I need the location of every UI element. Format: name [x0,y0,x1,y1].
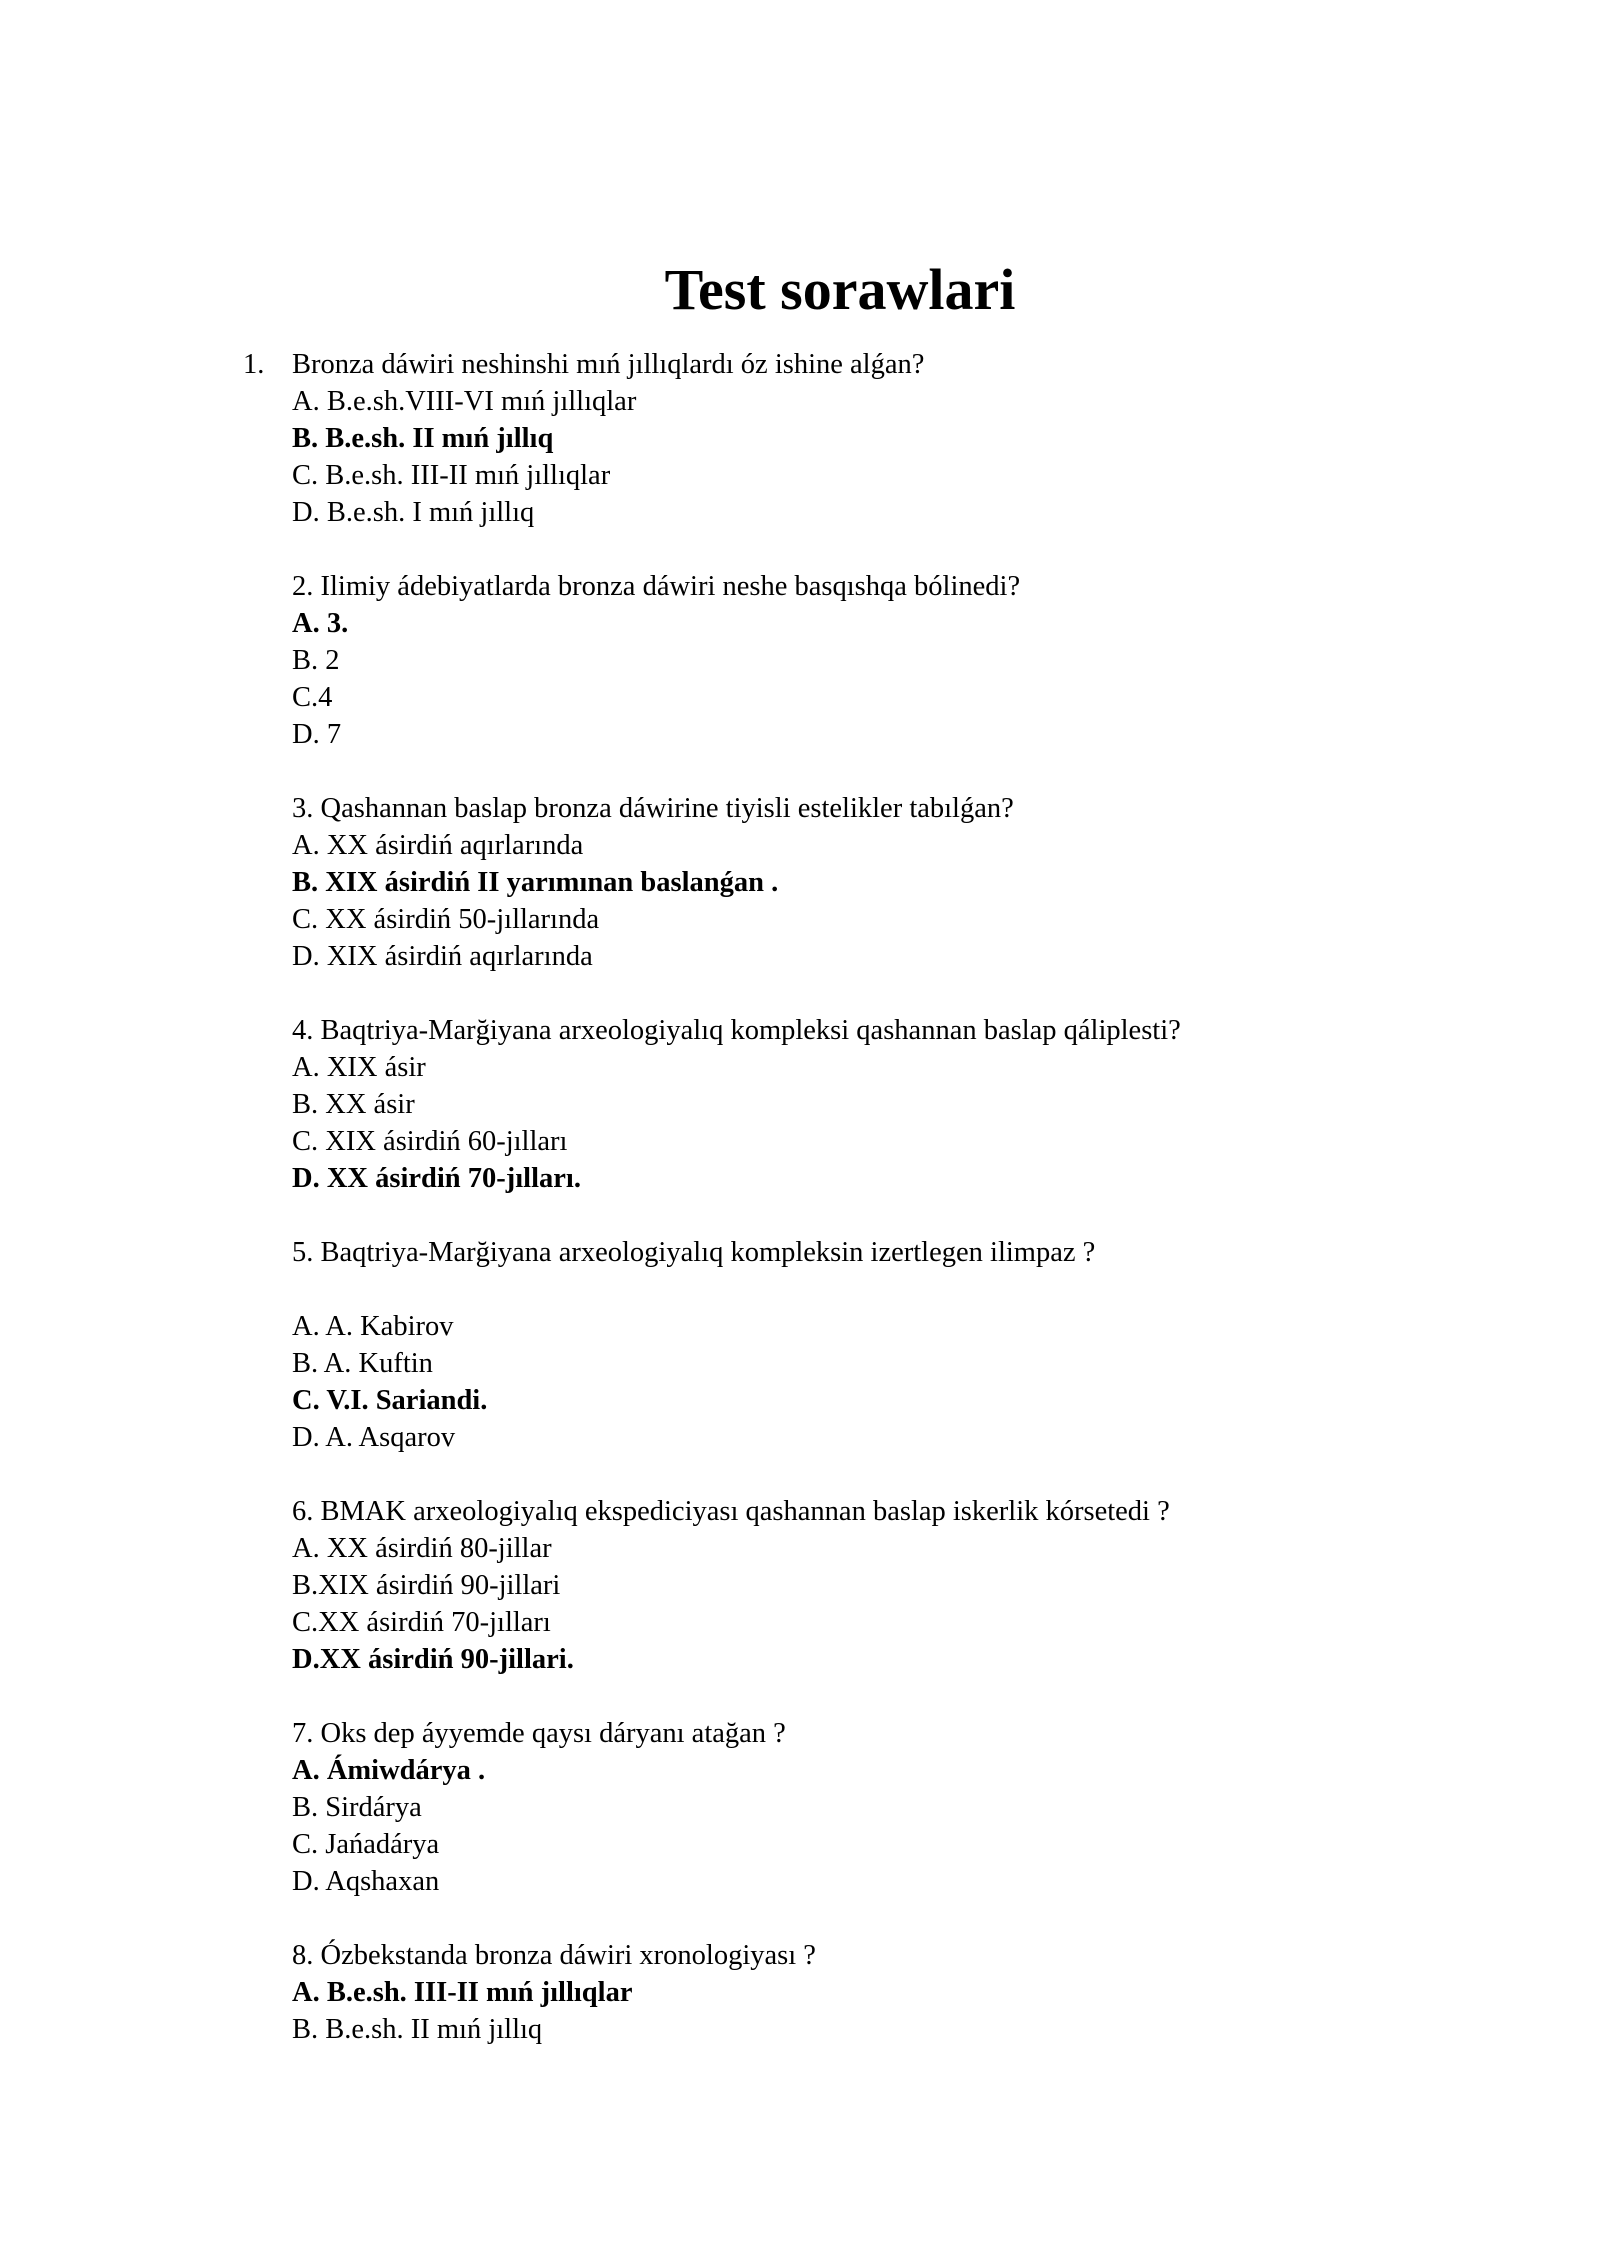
answer-option: A. XX ásirdiń aqırlarında [292,830,584,861]
answer-option: B. B.e.sh. II mıń jıllıq [292,2014,543,2045]
question-text: 4. Baqtriya-Marğiyana arxeologiyalıq kompleksi qashannan baslap qáliplesti? [292,1015,1181,1046]
answer-option: D. XIX ásirdiń aqırlarında [292,941,593,972]
blank-line [292,1197,1181,1234]
question-text: 2. Ilimiy ádebiyatlarda bronza dáwiri neshe basqıshqa bólinedi? [292,571,1021,602]
answer-option: C. Jańadárya [292,1829,440,1860]
blank-line [292,1456,1181,1493]
answer-option-correct: A. 3. [292,608,349,639]
answer-option: B. XX ásir [292,1089,415,1120]
answer-option: A. B.e.sh.VIII-VI mıń jıllıqlar [292,386,637,417]
answer-option-correct: B. B.e.sh. II mıń jıllıq [292,423,554,454]
answer-option: D. B.e.sh. I mıń jıllıq [292,497,535,528]
question-text: 3. Qashannan baslap bronza dáwirine tiyisli estelikler tabılǵan? [292,793,1014,824]
answer-option-correct: B. XIX ásirdiń II yarımınan baslanǵan . [292,867,779,898]
answer-option: B. Sirdárya [292,1792,422,1823]
answer-option: C. XIX ásirdiń 60-jılları [292,1126,568,1157]
answer-option-correct: A. Ámiwdárya . [292,1755,486,1786]
answer-option-correct: D.XX ásirdiń 90-jillari. [292,1644,574,1675]
question-text: 5. Baqtriya-Marğiyana arxeologiyalıq kompleksin izertlegen ilimpaz ? [292,1237,1096,1268]
answer-option: B. 2 [292,645,340,676]
question-text: 7. Oks dep áyyemde qaysı dáryanı atağan ? [292,1718,786,1749]
answer-option: C. XX ásirdiń 50-jıllarında [292,904,600,935]
answer-option-correct: A. B.e.sh. III-II mıń jıllıqlar [292,1977,633,2008]
answer-option: B. A. Kuftin [292,1348,433,1379]
blank-line [292,1271,1181,1308]
blank-line [292,531,1181,568]
question-text: 8. Ózbekstanda bronza dáwiri xronologiyası ? [292,1940,816,1971]
answer-option-correct: C. V.I. Sariandi. [292,1385,488,1416]
question-text: Bronza dáwiri neshinshi mıń jıllıqlardı óz ishine alǵan? [292,349,925,380]
blank-line [292,975,1181,1012]
question-list [292,346,1181,2048]
answer-option-correct: D. XX ásirdiń 70-jılları. [292,1163,581,1194]
blank-line [292,1900,1181,1937]
answer-option: A. XX ásirdiń 80-jillar [292,1533,552,1564]
answer-option: D. 7 [292,719,342,750]
answer-option: A. A. Kabirov [292,1311,454,1342]
answer-option: D. A. Asqarov [292,1422,456,1453]
answer-option: A. XIX ásir [292,1052,426,1083]
question-text: 6. BMAK arxeologiyalıq ekspediciyası qashannan baslap iskerlik kórsetedi ? [292,1496,1170,1527]
answer-option: D. Aqshaxan [292,1866,440,1897]
answer-option: B.XIX ásirdiń 90-jillari [292,1570,561,1601]
answer-option: C.XX ásirdiń 70-jılları [292,1607,551,1638]
blank-line [292,1678,1181,1715]
blank-line [292,753,1181,790]
first-question-number: 1. [243,349,265,380]
answer-option: C.4 [292,682,333,713]
answer-option: C. B.e.sh. III-II mıń jıllıqlar [292,460,611,491]
document-title: Test sorawlari [664,257,1016,322]
